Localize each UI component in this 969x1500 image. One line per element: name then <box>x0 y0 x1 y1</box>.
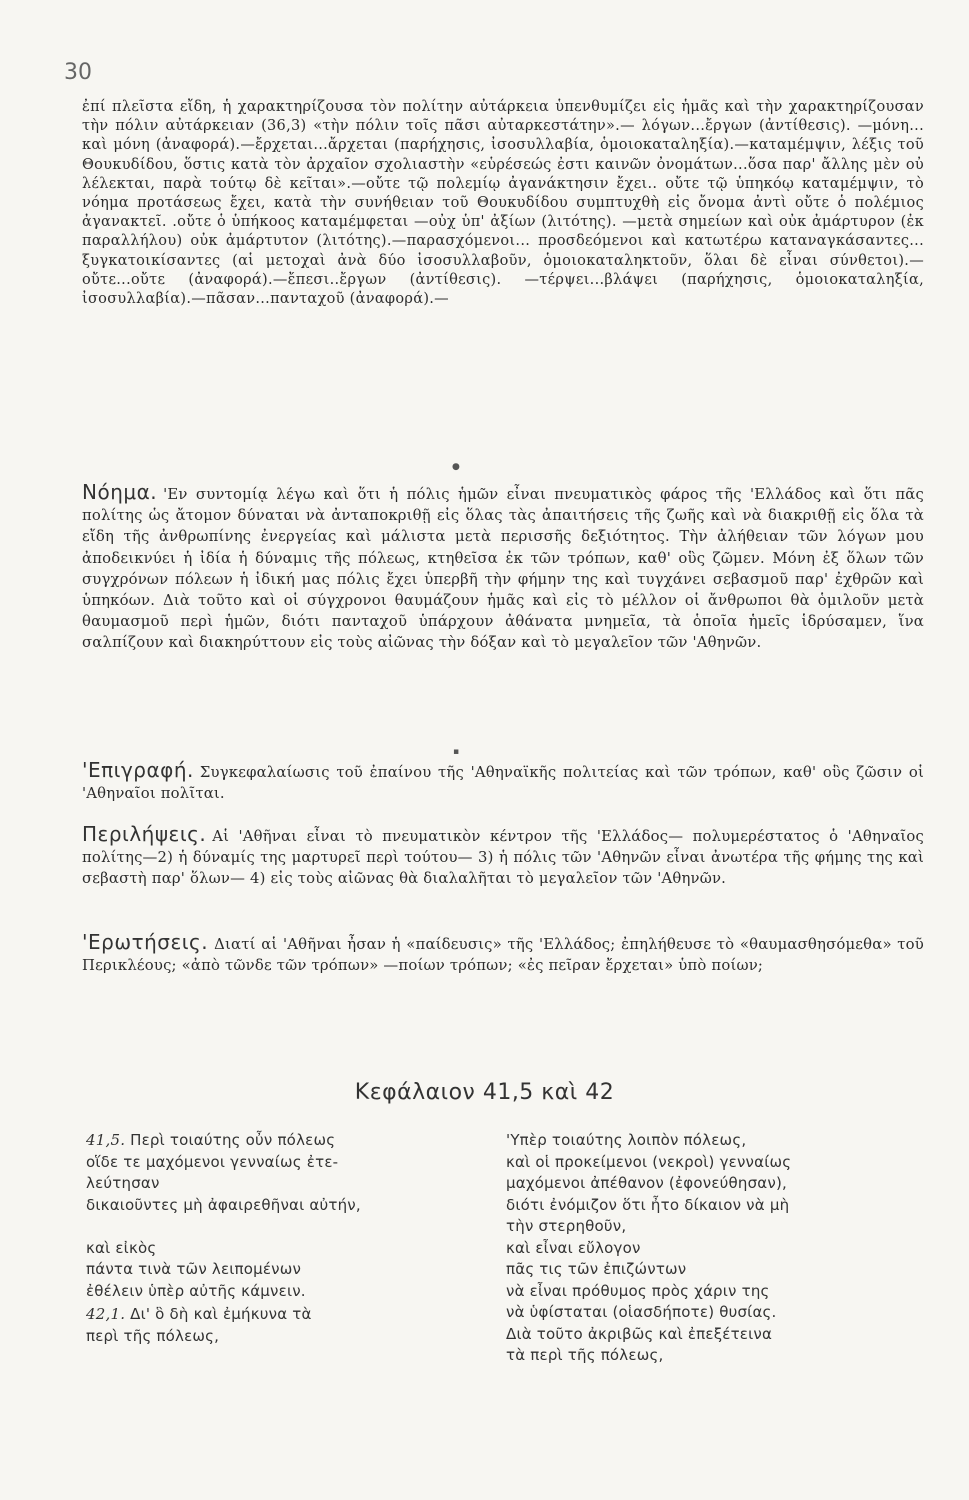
verse-text: Περὶ τοιαύτης οὖν πόλεως <box>130 1131 336 1149</box>
translation-line: μαχόμενοι ἀπέθανον (ἐφονεύθησαν), <box>506 1174 787 1192</box>
verse-line <box>86 1238 486 1260</box>
section-epigrafi <box>82 760 924 804</box>
verse-ref: 42,1. <box>86 1305 126 1323</box>
translation-line: 'Υπὲρ τοιαύτης λοιπὸν πόλεως, <box>506 1131 747 1149</box>
verse-ref: 41,5. <box>86 1131 126 1149</box>
verse-line <box>86 1304 486 1326</box>
ancient-text-column <box>86 1130 486 1347</box>
section-text: Διατί αἱ 'Αθῆναι ἦσαν ἡ «παίδευσις» τῆς 'Ελλάδος; ἐπηλήθευσε τὸ «θαυμασθησόμεθα» τοῦ Περικλέους; «ἀπὸ τῶνδε τῶν τρόπων» —ποίων τρόπων; «ἐς πεῖραν ἔρχεται» ὑπὸ ποίων; <box>82 936 924 975</box>
section-heading: 'Ερωτήσεις. <box>82 930 209 954</box>
verse-line <box>86 1326 486 1348</box>
verse-text: δικαιοῦντες μὴ ἀφαιρεθῆναι αὐτήν, <box>86 1195 361 1214</box>
bullet-mark: ▪ <box>453 747 460 757</box>
section-perilipseis <box>82 824 924 890</box>
verse-text: πάντα τινὰ τῶν λειπομένων <box>86 1260 302 1278</box>
verse-line <box>86 1130 486 1152</box>
translation-line: καὶ οἱ προκείμενοι (νεκροὶ) γενναίως <box>506 1152 792 1171</box>
verse-text: καὶ εἰκὸς <box>86 1238 157 1257</box>
translation-line: Διὰ τοῦτο ἀκριβῶς καὶ ἐπεξέτεινα <box>506 1324 773 1343</box>
translation-line: πᾶς τις τῶν ἐπιζώντων <box>506 1260 687 1278</box>
section-heading: Νόημα. <box>82 480 158 504</box>
section-heading: 'Επιγραφή. <box>82 758 194 782</box>
section-text: Συγκεφαλαίωσις τοῦ ἐπαίνου τῆς 'Αθηναϊκῆς πολιτείας καὶ τῶν τρόπων, καθ' οὓς ζῶσιν οἱ 'Αθηναῖοι πολῖται. <box>82 764 924 803</box>
translation-line: τὰ περὶ τῆς πόλεως, <box>506 1346 664 1364</box>
verse-line <box>86 1281 486 1303</box>
section-noima <box>82 482 924 654</box>
translation-line: νὰ ὑφίσταται (οἱασδήποτε) θυσίας. <box>506 1303 777 1321</box>
verse-line <box>86 1152 486 1174</box>
chapter-title: Κεφάλαιον 41,5 καὶ 42 <box>354 1080 615 1105</box>
verse-text: Δι' ὃ δὴ καὶ ἐμήκυνα τὰ <box>130 1305 312 1323</box>
translation-column <box>506 1130 926 1367</box>
verse-line <box>86 1195 486 1217</box>
translation-line: τὴν στερηθοῦν, <box>506 1217 627 1235</box>
verse-line <box>86 1173 486 1195</box>
page-number: 30 <box>64 60 92 85</box>
section-erotiseis <box>82 932 924 976</box>
section-text: 'Εν συντομίᾳ λέγω καὶ ὅτι ἡ πόλις ἡμῶν εἶναι πνευματικὸς φάρος τῆς 'Ελλάδος καὶ ὅτι πᾶς πολίτης ὡς ἄτομον δύναται νὰ ἀνταποκριθῇ εἰς ὅλας τὰς ἀπαιτήσεις τῆς ζωῆς καὶ νὰ διακριθῇ εἰς ὅλα τὰ εἴδη τῆς ἀνθρωπίνης ἐνεργείας καὶ μάλιστα μετὰ περισσῆς δεξιότητος. Τὴν ἀλήθειαν τῶν λόγων μου ἀποδεικνύει ἡ ἰδία ἡ δύναμις τῆς πόλεως, κτηθεῖσα ἐκ τῶν τρόπων, καθ' οὓς ζῶμεν. Μόνη ἐξ ὅλων τῶν συγχρόνων πόλεων ἡ ἰδική μας πόλις ἔχει ὑπερβῆ τὴν φήμην της καὶ τυγχάνει σεβασμοῦ παρ' ἐχθρῶν καὶ ὑπηκόων. Διὰ τοῦτο καὶ οἱ σύγχρονοι θαυμάζουν ἡμᾶς καὶ εἰς τὸ μέλλον οἱ ἄνθρωποι θὰ ὁμιλοῦν μετὰ θαυμασμοῦ περὶ ἡμῶν, διότι πανταχοῦ ὑπάρχουν ἀθάνατα μνημεῖα, τὰ ὁποῖα ἡμεῖς ἱδρύσαμεν, ἵνα σαλπίζουν καὶ διακηρύττουν εἰς τοὺς αἰῶνας τὴν δόξαν καὶ τὸ μεγαλεῖον τῶν 'Αθηνῶν. <box>82 486 924 652</box>
translation-line: νὰ εἶναι πρόθυμος πρὸς χάριν της <box>506 1281 770 1300</box>
translation-line: καὶ εἶναι εὔλογον <box>506 1238 641 1257</box>
verse-line <box>86 1216 486 1238</box>
verse-line <box>86 1259 486 1281</box>
section-heading: Περιλήψεις. <box>82 822 207 846</box>
translation-line: διότι ἐνόμιζον ὅτι ἦτο δίκαιον νὰ μὴ <box>506 1195 790 1214</box>
section-text: Αἱ 'Αθῆναι εἶναι τὸ πνευματικὸν κέντρον τῆς 'Ελλάδος— πολυμερέστατος ὁ 'Αθηναῖος πολίτης—2) ἡ δύναμίς της μαρτυρεῖ περὶ τούτου— 3) ἡ πόλις τῶν 'Αθηνῶν εἶναι ἀνωτέρα τῆς φήμης της καὶ σεβαστὴ παρ' ὅλων— 4) εἰς τοὺς αἰῶνας θὰ διαλαλῆται τὸ μεγαλεῖον τῶν 'Αθηνῶν. <box>82 828 924 888</box>
verse-text: οἵδε τε μαχόμενοι γενναίως ἐτε- <box>86 1152 339 1171</box>
verse-text: ἐθέλειν ὑπὲρ αὐτῆς κάμνειν. <box>86 1281 306 1300</box>
bullet-mark: ● <box>452 462 460 472</box>
verse-text: λεύτησαν <box>86 1174 160 1192</box>
verse-text: περὶ τῆς πόλεως, <box>86 1326 220 1345</box>
commentary-notes: ἐπί πλεῖστα εἴδη, ἡ χαρακτηρίζουσα τὸν πολίτην αὐτάρκεια ὑπενθυμίζει εἰς ἡμᾶς καὶ τὴν χαρακτηρίζουσαν τὴν πόλιν αὐτάρκειαν (36,3) «τὴν πόλιν τοῖς πᾶσι αὐταρκεστάτην».— λόγων...ἔργων (ἀντίθεσις). —μόνη... καὶ μόνη (ἀναφορά).—ἔρχεται...ἄρχεται (παρήχησις, ἰσοσυλλαβία, ὁμοιοκαταληξία).—καταμέμψιν, λέξις τοῦ Θουκυδίδου, ὅστις κατὰ τὸν ἀρχαῖον σχολιαστὴν «εὑρέσεώς ἐστι καινῶν ὀνομάτων...ὅσα παρ' ἄλλης μὲν οὐ λέλεκται, παρὰ τούτῳ δὲ κεῖται».—οὔτε τῷ πολεμίῳ ἀγανάκτησιν ἔχει.. οὔτε τῷ ὑπηκόῳ καταμέμψιν, τὸ νόημα προτάσεως ἔχει, κατὰ τὴν συνήθειαν τοῦ Θουκυδίδου συμπτυχθὴ εἰς ὄνομα ἀντὶ οὔτε ὁ πολέμιος ἀγανακτεῖ. .οὔτε ὁ ὑπήκοος καταμέμφεται —οὐχ ὑπ' ἀξίων (λιτότης). —μετὰ σημείων καὶ οὐκ ἀμάρτυρον (ἐκ παραλλήλου) οὐκ ἀμάρτυτον (λιτότης).—παρασχόμενοι... προσδεόμενοι καὶ κατωτέρω καταναγκάσαντες... ξυγκατοικίσαντες (αἱ μετοχαὶ ἀνὰ δύο ἰσοσυλλαβοῦν, ὁμοιοκαταληκτοῦν, ὅλαι δὲ εἶναι σύνθετοι).—οὔτε...οὔτε (ἀναφορά).—ἔπεσι..ἔργων (ἀντίθεσις). —τέρψει...βλάψει (παρήχησις, ὁμοιοκαταληξία, ἰσοσυλλαβία).—πᾶσαν...πανταχοῦ (ἀναφορά).— <box>82 99 924 308</box>
